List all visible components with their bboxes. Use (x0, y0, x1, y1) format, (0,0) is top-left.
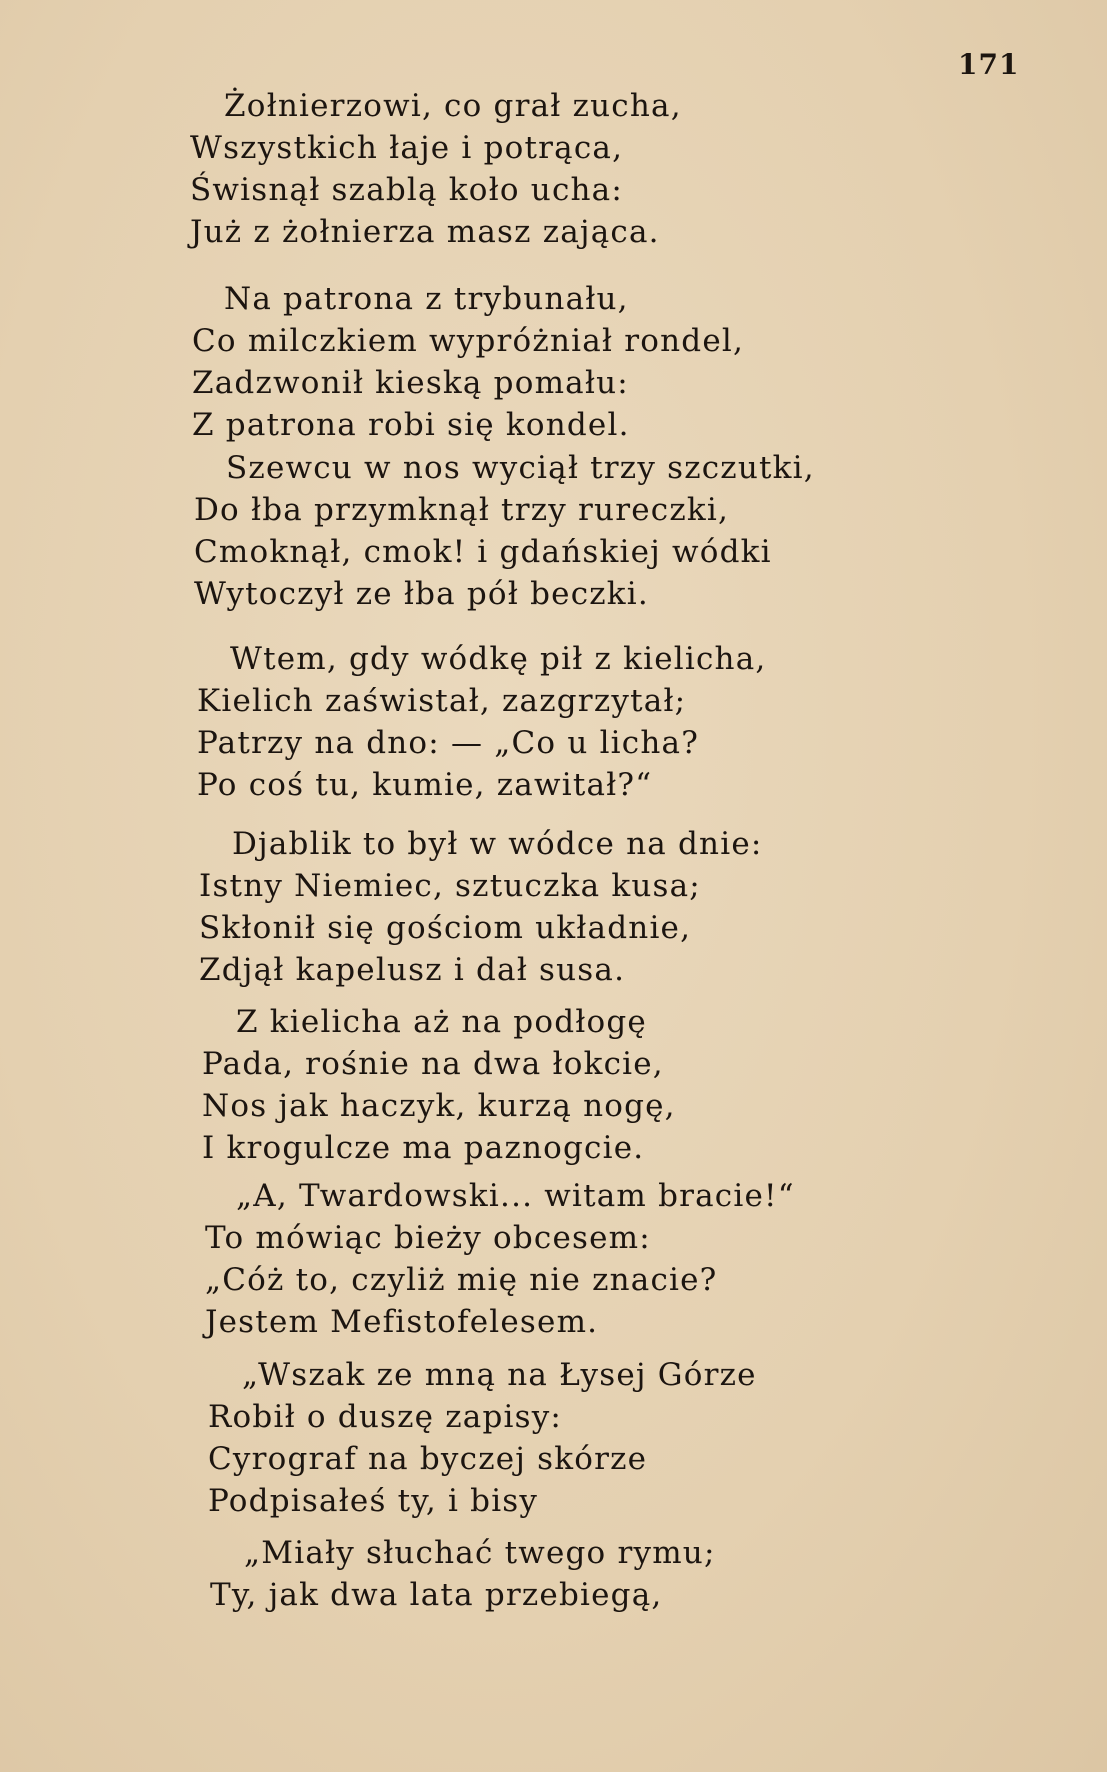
poem-line: Z kielicha aż na podłogę (236, 1004, 647, 1040)
poem-line: Z patrona robi się kondel. (192, 407, 630, 443)
poem-line: Wtem, gdy wódkę pił z kielicha, (230, 641, 767, 677)
poem-line: Zdjął kapelusz i dał susa. (199, 952, 626, 988)
poem-line: Nos jak haczyk, kurzą nogę, (202, 1088, 676, 1124)
poem-line: „Wszak ze mną na Łysej Górze (242, 1357, 757, 1393)
poem-line: Do łba przymknął trzy rureczki, (194, 492, 730, 528)
poem-line: Skłonił się gościom układnie, (199, 910, 692, 946)
poem-line: Już z żołnierza masz zająca. (190, 214, 660, 250)
poem-line: Djablik to był w wódce na dnie: (232, 826, 763, 862)
poem-line: Patrzy na dno: — „Co u licha? (197, 725, 700, 761)
poem-line: Istny Niemiec, sztuczka kusa; (199, 868, 701, 904)
poem-line: Robił o duszę zapisy: (208, 1399, 563, 1435)
poem-line: Cmoknął, cmok! i gdańskiej wódki (194, 534, 772, 570)
poem-line: Szewcu w nos wyciął trzy szczutki, (226, 450, 815, 486)
poem-line: Jestem Mefistofelesem. (205, 1304, 599, 1340)
poem-line: To mówiąc bieży obcesem: (205, 1220, 651, 1256)
poem-line: Żołnierzowi, co grał zucha, (224, 88, 682, 124)
poem-line: Pada, rośnie na dwa łokcie, (202, 1046, 664, 1082)
poem-line: Na patrona z trybunału, (224, 281, 629, 317)
poem-line: Ty, jak dwa lata przebiegą, (210, 1577, 663, 1613)
poem-line: Kielich zaświstał, zazgrzytał; (197, 683, 687, 719)
poem-line: „Miały słuchać twego rymu; (244, 1535, 716, 1571)
poem-line: Świsnął szablą koło ucha: (190, 172, 623, 208)
poem-line: „A, Twardowski... witam bracie!“ (236, 1178, 795, 1214)
poem-line: „Cóż to, czyliż mię nie znacie? (205, 1262, 718, 1298)
poem-line: Zadzwonił kieską pomału: (192, 365, 629, 401)
poem-line: I krogulcze ma paznogcie. (202, 1130, 645, 1166)
poem-line: Cyrograf na byczej skórze (208, 1441, 648, 1477)
poem-line: Wszystkich łaje i potrąca, (190, 130, 624, 166)
poem-line: Wytoczył ze łba pół beczki. (194, 576, 649, 612)
poem-line: Po coś tu, kumie, zawitał?“ (197, 767, 653, 803)
page-number: 171 (958, 48, 1020, 81)
poem-line: Podpisałeś ty, i bisy (208, 1483, 539, 1519)
poem-line: Co milczkiem wypróżniał rondel, (192, 323, 745, 359)
